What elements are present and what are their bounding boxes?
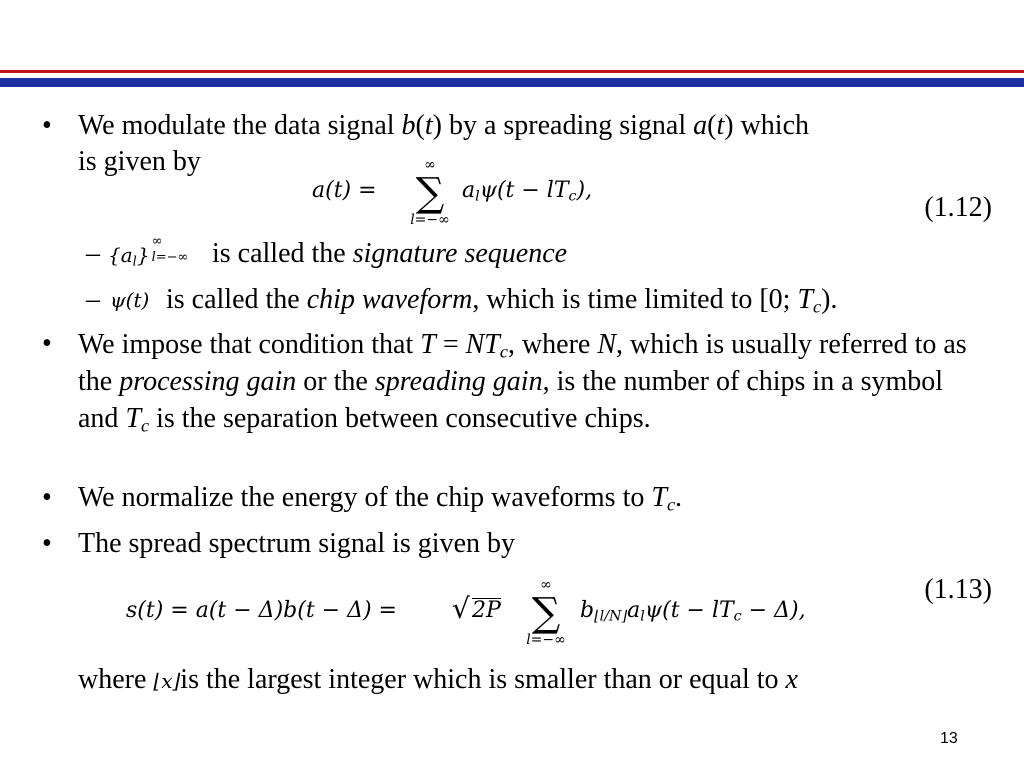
equation-1-13: s(t) = a(t − Δ)b(t − Δ) = √ 2P ∞ ∑ l=−∞ $b_{⌊l/N⌋}a_l\psi(t - lT_c - \Delta)$, [126,577,806,648]
dash-marker: – [86,238,100,269]
dash-marker: – [86,284,100,315]
bullet-marker: • [42,110,52,141]
bullet-marker: • [42,328,52,359]
summation-symbol: ∞ ∑ l=−∞ [526,577,566,648]
bullet-marker: • [42,482,52,513]
equation-number-1-12: (1.12) [924,192,992,223]
equation-1-12: a(t) = ∞ ∑ l=−∞ $a_l\psi(t - lT_c)$, [312,157,593,228]
header-blue-rule [0,78,1024,87]
bullet-marker: • [42,528,52,559]
chip-waveform-math: ψ(t) [110,288,150,312]
bullet-modulate-line1: We modulate the data signal b(t) by a spreading signal a(t) which [78,110,810,141]
sub-item-chip-waveform: is called the chip waveform, which is time limited to [0; $T_c$). [166,284,838,317]
where-floor-definition: where ⌊x⌋is the largest integer which is smaller than or equal to x [78,664,798,695]
page-number: 13 [940,730,958,747]
summation-symbol: ∞ ∑ l=−∞ [410,157,450,228]
floor-math: ⌊x⌋ [153,669,181,693]
equation-number-1-13: (1.13) [924,574,992,605]
sub-item-signature-sequence: is called the signature sequence [212,238,568,269]
bullet-normalize-energy: We normalize the energy of the chip waveforms to $T_c$. [78,482,683,515]
bullet-impose-condition: We impose that condition that $T = NT_c$, where N, which is usually referred to as the processing gain or the spreading gain, is the number of chips in a symbol and $T_c$ is the separation between consecutive chips. [78,329,967,436]
signature-sequence-math: $\{a_l\}$ ∞ l=−∞ [108,234,189,270]
header-red-rule [0,70,1024,73]
bullet-modulate-line2: is given by [78,146,201,177]
bullet-spread-spectrum: The spread spectrum signal is given by [78,528,516,559]
sqrt-symbol: √ [452,592,470,625]
